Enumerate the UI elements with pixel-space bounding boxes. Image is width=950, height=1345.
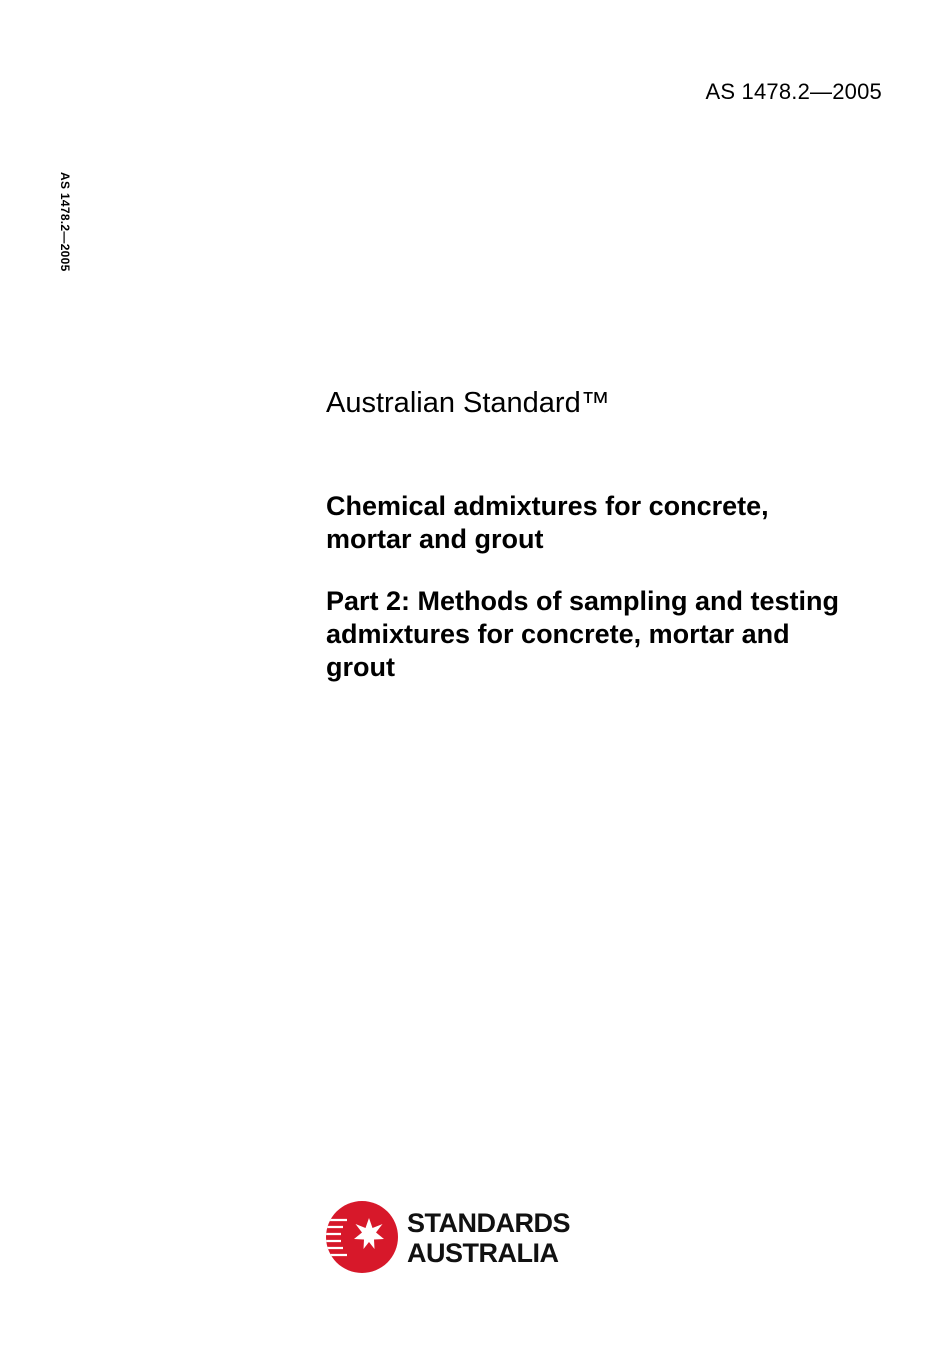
part-title-line: admixtures for concrete, mortar and bbox=[326, 619, 790, 649]
logo-wordmark bbox=[407, 1208, 570, 1268]
part-title-line: grout bbox=[326, 652, 395, 682]
spine-document-number: AS 1478.2—2005 bbox=[58, 172, 72, 272]
part-title-line: Part 2: Methods of sampling and testing bbox=[326, 586, 840, 616]
standards-australia-logo bbox=[325, 1200, 585, 1274]
logo-wordmark-line: STANDARDS bbox=[407, 1208, 570, 1238]
document-title bbox=[326, 490, 906, 556]
star-circle-icon bbox=[325, 1200, 399, 1274]
document-number: AS 1478.2—2005 bbox=[705, 79, 882, 104]
title-line: Chemical admixtures for concrete, bbox=[326, 491, 769, 521]
spine-label bbox=[52, 172, 76, 302]
logo-wordmark-line: AUSTRALIA bbox=[407, 1238, 559, 1268]
title-line: mortar and grout bbox=[326, 524, 544, 554]
standard-series-label: Australian Standard™ bbox=[326, 387, 610, 419]
document-part-title bbox=[326, 585, 906, 684]
